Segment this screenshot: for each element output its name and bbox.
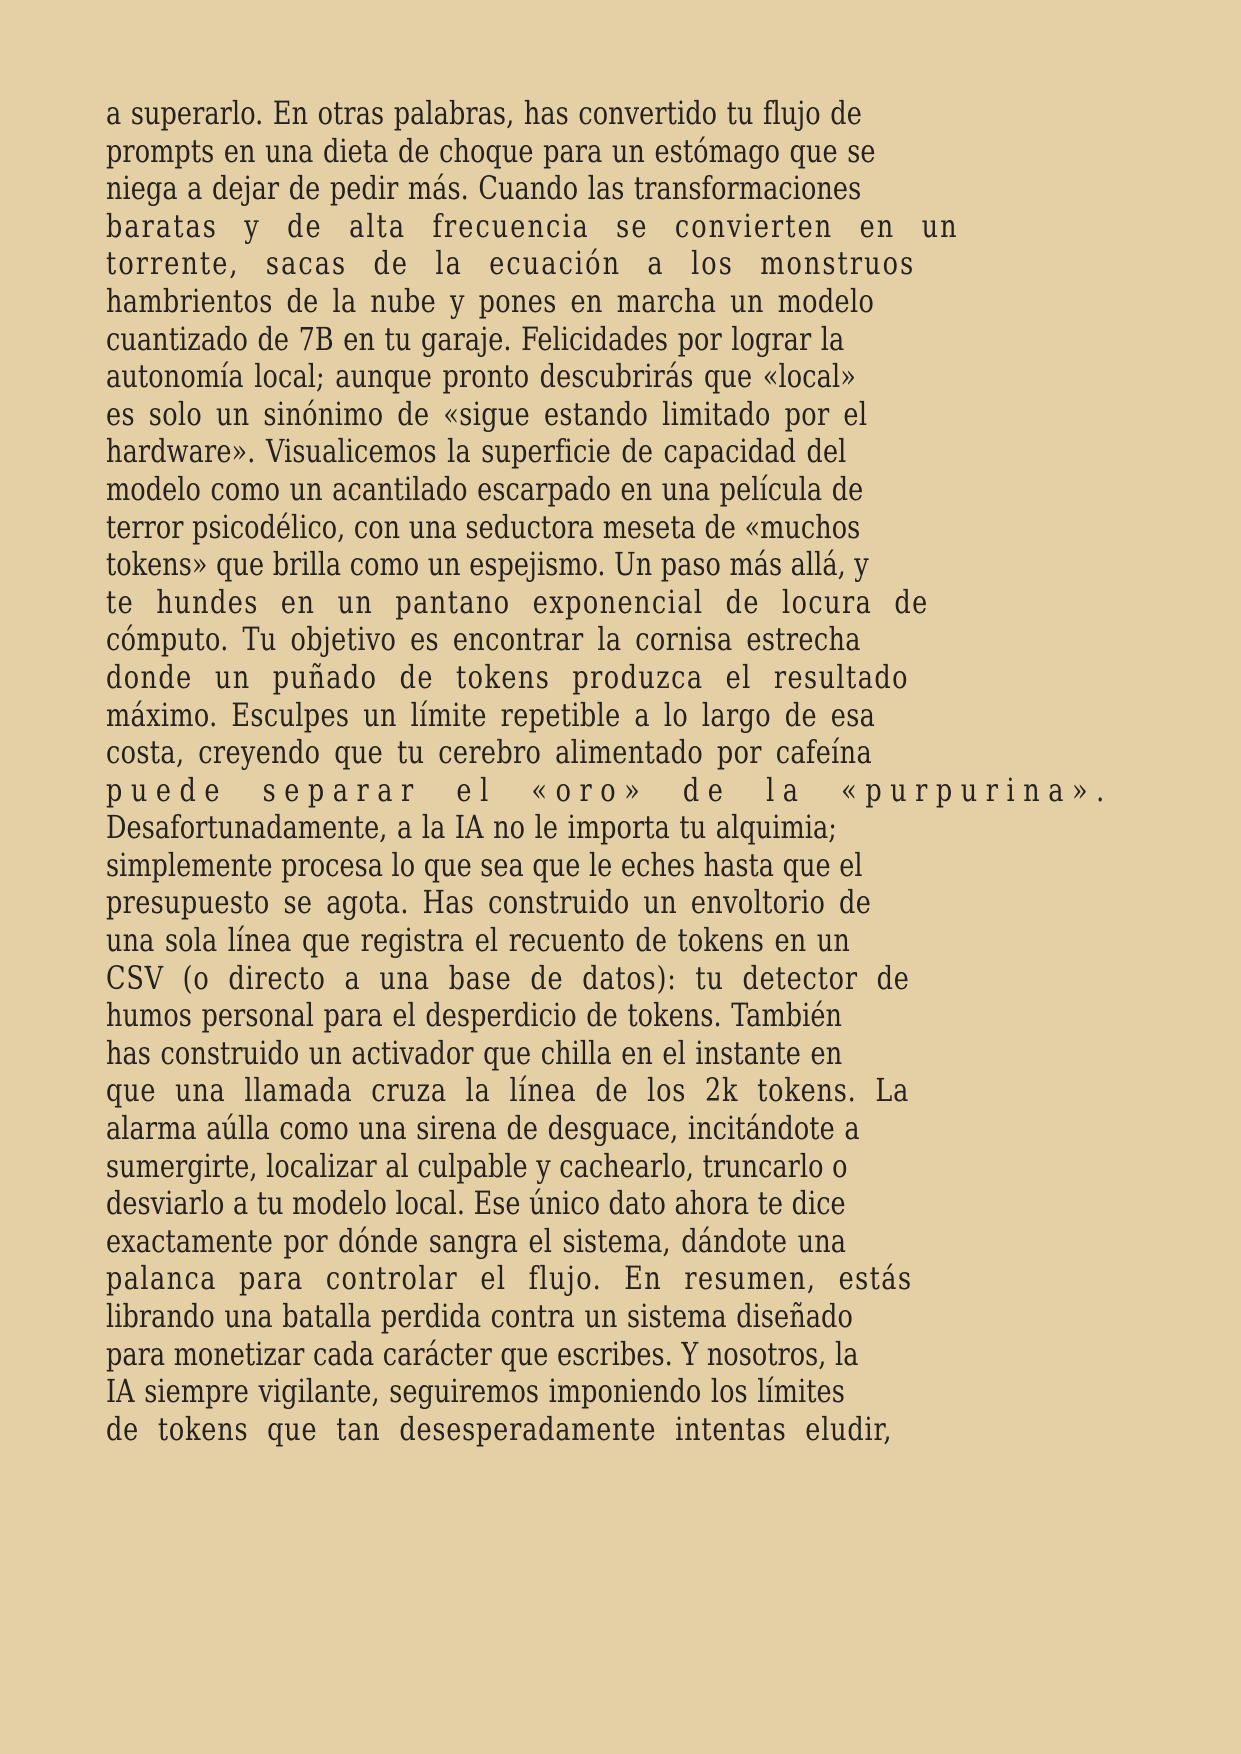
text-line: palanca para controlar el flujo. En resumen, estás: [106, 1261, 913, 1298]
body-text-block: [106, 96, 1113, 1449]
text-line: puede separar el «oro» de la «purpurina».: [106, 772, 1113, 809]
text-line: máximo. Esculpes un límite repetible a lo largo de esa: [106, 697, 876, 734]
text-line: librando una batalla perdida contra un sistema diseñado: [106, 1299, 853, 1335]
text-line: hardware». Visualicemos la superficie de capacidad del: [106, 434, 847, 471]
text-line: niega a dejar de pedir más. Cuando las transformaciones: [106, 171, 862, 208]
text-line: para monetizar cada carácter que escribes. Y nosotros, la: [106, 1336, 859, 1373]
text-line: costa, creyendo que tu cerebro alimentado por cafeína: [106, 735, 873, 772]
text-line: desviarlo a tu modelo local. Ese único dato ahora te dice: [106, 1186, 846, 1223]
text-line: sumergirte, localizar al culpable y cachearlo, truncarlo o: [106, 1148, 848, 1185]
text-line: torrente, sacas de la ecuación a los monstruos: [106, 246, 916, 283]
text-line: Desafortunadamente, a la IA no le importa tu alquimia;: [106, 810, 838, 847]
text-line: una sola línea que registra el recuento de tokens en un: [106, 923, 850, 960]
text-line: exactamente por dónde sangra el sistema, dándote una: [106, 1223, 847, 1260]
text-line: terror psicodélico, con una seductora meseta de «muchos: [106, 509, 861, 546]
text-line: alarma aúlla como una sirena de desguace, incitándote a: [106, 1111, 860, 1148]
text-line: has construido un activador que chilla en el instante en: [106, 1035, 843, 1072]
text-line: autonomía local; aunque pronto descubrirás que «local»: [106, 359, 857, 396]
text-line: te hundes en un pantano exponencial de locura de: [106, 584, 929, 621]
text-line: simplemente procesa lo que sea que le eches hasta que el: [106, 847, 863, 884]
text-line: cómputo. Tu objetivo es encontrar la cornisa estrecha: [106, 622, 861, 659]
text-line: que una llamada cruza la línea de los 2k tokens. La: [106, 1073, 910, 1110]
text-line: CSV (o directo a una base de datos): tu detector de: [106, 960, 910, 997]
text-line: a superarlo. En otras palabras, has convertido tu flujo de: [106, 96, 862, 132]
text-line: IA siempre vigilante, seguiremos imponiendo los límites: [106, 1374, 845, 1411]
text-line: baratas y de alta frecuencia se convierten en un: [106, 208, 959, 245]
text-line: es solo un sinónimo de «sigue estando limitado por el: [106, 396, 868, 433]
text-line: tokens» que brilla como un espejismo. Un paso más allá, y: [106, 547, 869, 584]
text-line: presupuesto se agota. Has construido un envoltorio de: [106, 885, 872, 922]
text-line: modelo como un acantilado escarpado en una película de: [106, 471, 864, 508]
text-line: prompts en una dieta de choque para un estómago que se: [106, 133, 876, 170]
text-line: de tokens que tan desesperadamente intentas eludir,: [106, 1411, 893, 1448]
text-line: hambrientos de la nube y pones en marcha un modelo: [106, 283, 875, 320]
text-line: cuantizado de 7B en tu garaje. Felicidades por lograr la: [106, 321, 845, 358]
text-line: donde un puñado de tokens produzca el resultado: [106, 659, 909, 696]
text-line: humos personal para el desperdicio de tokens. También: [106, 998, 843, 1035]
